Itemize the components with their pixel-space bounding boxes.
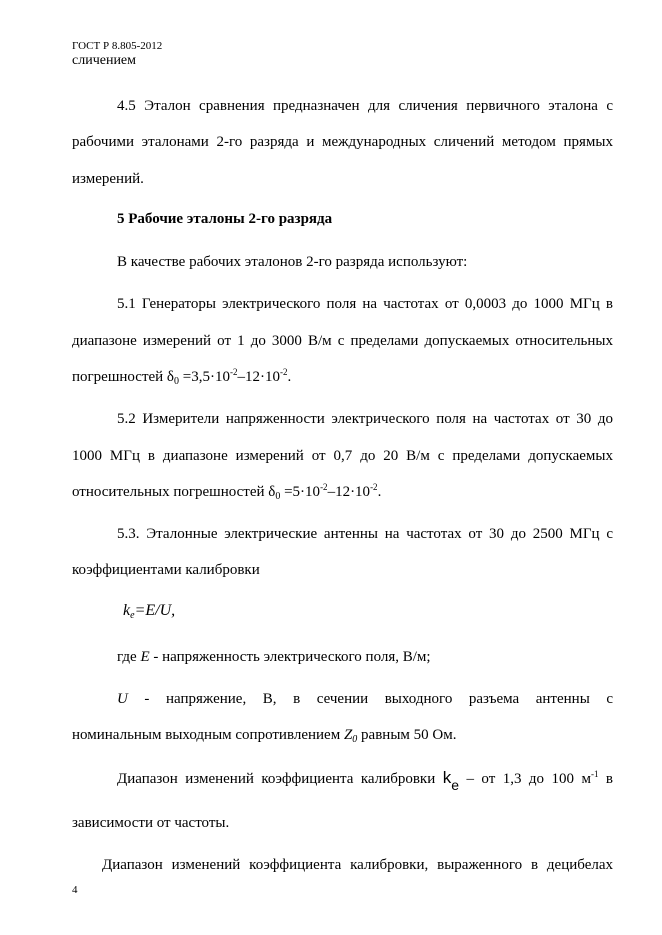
paragraph-5-1-line-3: погрешностей $\delta_0 =3,5\cdot 10^{-2}-12\cdot 10^{-2}$. — [72, 367, 292, 387]
section-5-heading: 5 Рабочие эталоны 2-го разряда — [117, 211, 333, 227]
paragraph-5-1-line-2: диапазоне измерений от 1 до 3000 В/м с пределами допускаемых относительных — [72, 333, 613, 349]
paragraph-4-5-line-3: измерений. — [72, 171, 144, 187]
section-5-intro: В качестве рабочих эталонов 2-го разряда используют: — [117, 254, 468, 270]
paragraph-5-2-line-1: 5.2 Измерители напряженности электрического поля на частотах от 30 до — [117, 411, 613, 427]
paragraph-5-3-line-1: 5.3. Эталонные электрические антенны на частотах от 30 до 2500 МГц с — [117, 526, 613, 542]
running-header-standard: ГОСТ Р 8.805-2012 — [72, 40, 163, 52]
paragraph-5-2-line-2: 1000 МГц в диапазоне измерений от 0,7 до 20 В/м с пределами допускаемых — [72, 448, 613, 464]
last-paragraph-line: Диапазон изменений коэффициента калибровки, выраженного в децибелах — [102, 857, 613, 873]
calibration-range-line-1: Диапазон изменений коэффициента калибровки $k_e$ – от 1,3 до 100 $м^{-1}$ в — [117, 768, 613, 793]
calibration-formula: $k_e=E/U$, — [123, 602, 176, 621]
page-number: 4 — [72, 884, 78, 896]
paragraph-5-1-line-1: 5.1 Генераторы электрического поля на частотах от 0,0003 до 1000 МГц в — [117, 296, 613, 312]
calibration-range-line-2: зависимости от частоты. — [72, 815, 230, 831]
paragraph-4-5-line-1: 4.5 Эталон сравнения предназначен для сличения первичного эталона с — [117, 98, 613, 114]
paragraph-4-5-line-2: рабочими эталонами 2-го разряда и международных сличений методом прямых — [72, 134, 613, 150]
paragraph-5-3-line-2: коэффициентами калибровки — [72, 562, 260, 578]
where-u-definition-line-1: U - напряжение, В, в сечении выходного разъема антенны с — [117, 691, 614, 707]
paragraph-5-2-line-3: относительных погрешностей $\delta_0 =5\cdot 10^{-2}-12\cdot 10^{-2}$. — [72, 482, 382, 502]
carryover-word: сличением — [72, 53, 137, 68]
where-e-definition: где E - напряженность электрического поля, В/м; — [117, 649, 431, 665]
where-u-definition-line-2: номинальным выходным сопротивлением $Z_0$ равным 50 Ом. — [72, 727, 457, 745]
